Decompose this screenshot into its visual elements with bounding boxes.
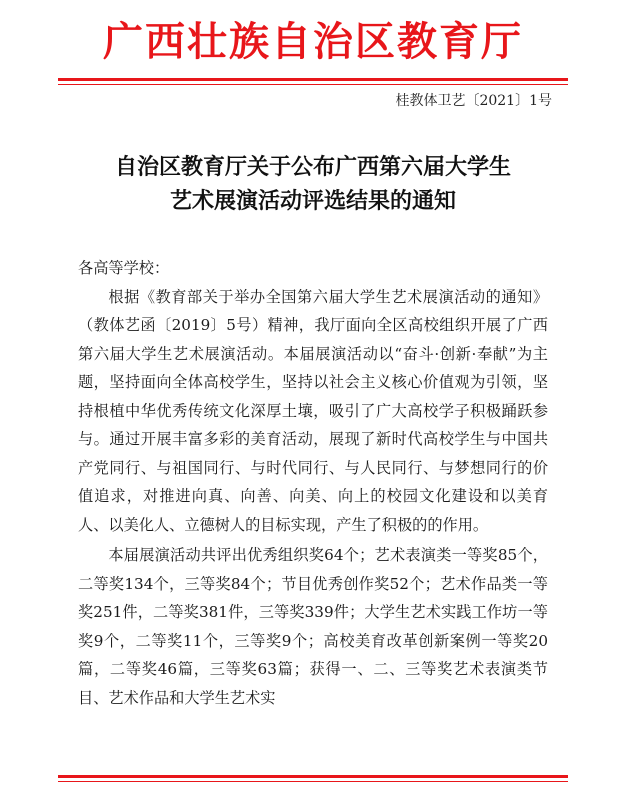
issuer-header: 广西壮族自治区教育厅 [103, 18, 523, 65]
footer-rule-thick [58, 775, 568, 778]
footer-rule-thin [58, 781, 568, 782]
document-title [0, 150, 626, 218]
document-number: 桂教体卫艺〔2021〕1号 [395, 93, 552, 109]
header-rule-thin [58, 84, 568, 85]
header-rule-thick [58, 78, 568, 81]
body-paragraph-2: 本届展演活动共评出优秀组织奖64个；艺术表演类一等奖85个，二等奖134个，三等奖84个；节目优秀创作奖52个；艺术作品类一等奖251件，二等奖381件，三等奖339件；大学生艺术实践工作坊一等奖9个，二等奖11个，三等奖9个；高校美育改革创新案例一等奖20篇，二等奖46篇，三等奖63篇；获得一、二、三等奖艺术表演类节目、艺术作品和大学生艺术实 [78, 546, 548, 707]
salutation: 各高等学校： [78, 259, 170, 277]
document-title-line-1: 自治区教育厅关于公布广西第六届大学生 [114, 154, 511, 180]
document-title-line-2: 艺术展演活动评选结果的通知 [169, 188, 456, 214]
body-paragraph-1: 根据《教育部关于举办全国第六届大学生艺术展演活动的通知》（教体艺函〔2019〕5号）精神，我厅面向全区高校组织开展了广西第六届大学生艺术展演活动。本届展演活动以“奋斗·创新·奉献”为主题，坚持面向全体高校学生，坚持以社会主义核心价值观为引领，坚持根植中华优秀传统文化深厚土壤，吸引了广大高校学子积极踊跃参与。通过开展丰富多彩的美育活动，展现了新时代高校学生与中国共产党同行、与祖国同行、与时代同行、与人民同行、与梦想同行的价值追求，对推进向真、向善、向美、向上的校园文化建设和以美育人、以美化人、立德树人的目标实现，产生了积极的的作用。 [78, 287, 548, 534]
document-body [78, 254, 548, 712]
